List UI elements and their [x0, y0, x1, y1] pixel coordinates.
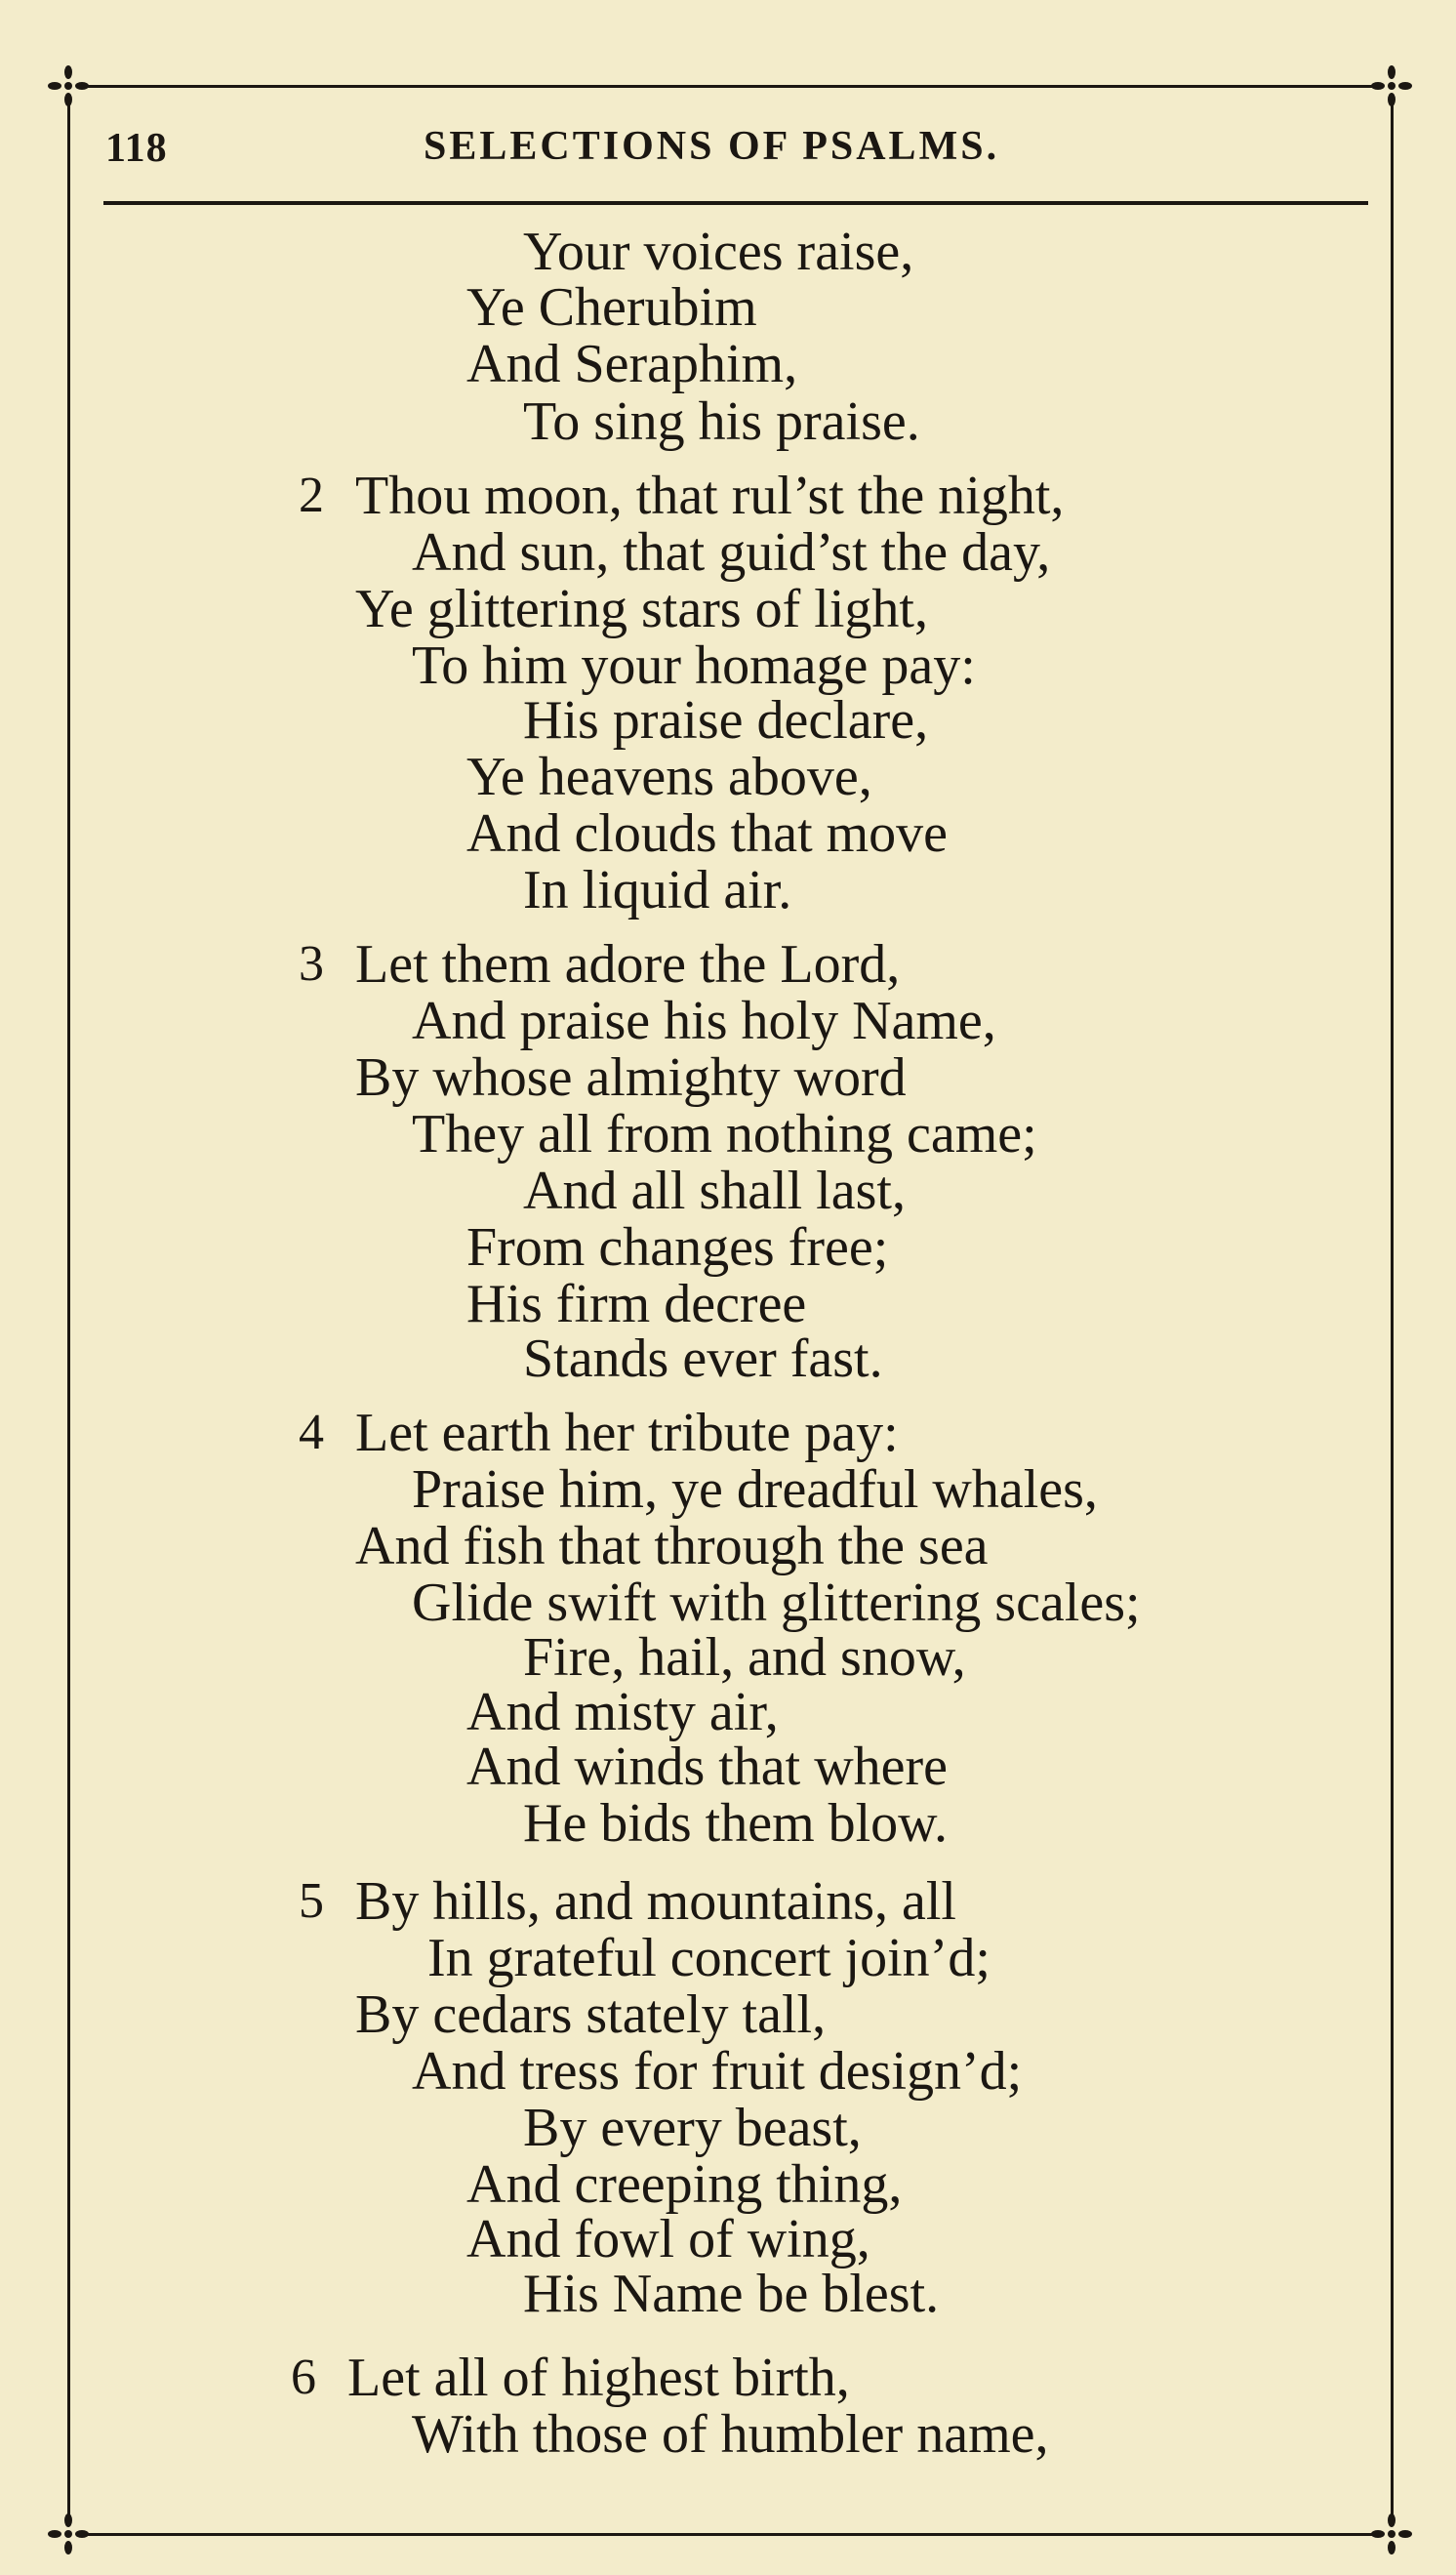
verse-line: Fire, hail, and snow, [523, 1627, 966, 1688]
verse-line: And Seraphim, [466, 334, 798, 394]
bottom-rule [86, 2533, 1372, 2536]
verse-line: And praise his holy Name, [412, 991, 996, 1051]
stanza-number: 6 [291, 2350, 316, 2405]
verse-line: To him your homage pay: [412, 635, 976, 696]
verse-line: Stands ever fast. [523, 1328, 883, 1389]
verse-line: And tress for fruit design’d; [412, 2041, 1023, 2102]
verse-line: And clouds that move [466, 803, 949, 864]
verse-line: Praise him, ye dreadful whales, [412, 1459, 1098, 1520]
verse-line: Ye Cherubim [466, 277, 757, 338]
verse-line: From changes free; [466, 1217, 889, 1278]
verse-line: In liquid air. [523, 860, 792, 920]
verse-line: By every beast, [523, 2098, 862, 2158]
verse-line: Let earth her tribute pay: [355, 1403, 899, 1463]
verse-line: Ye glittering stars of light, [355, 579, 928, 639]
verse-line: And misty air, [466, 1682, 779, 1742]
verse-line: By cedars stately tall, [355, 1984, 827, 2045]
header-rule [103, 201, 1368, 205]
corner-ornament-icon [47, 2513, 90, 2555]
stanza-number: 2 [299, 468, 324, 523]
verse-line: His firm decree [466, 1274, 807, 1334]
verse-line: And winds that where [466, 1737, 949, 1797]
verse-line: And all shall last, [523, 1161, 906, 1221]
verse-line: They all from nothing came; [412, 1104, 1037, 1165]
verse-line: Thou moon, that rul’st the night, [355, 466, 1065, 526]
stanza-number: 5 [299, 1873, 324, 1929]
verse-line: Ye heavens above, [466, 747, 872, 807]
left-rule [67, 98, 70, 2518]
verse-line: In grateful concert join’d; [427, 1928, 991, 1988]
running-head: SELECTIONS OF PSALMS. [424, 124, 1000, 169]
verse-line: And fish that through the sea [355, 1516, 989, 1576]
stanza-number: 3 [299, 936, 324, 992]
verse-line: And fowl of wing, [466, 2209, 870, 2269]
verse-line: Let them adore the Lord, [355, 934, 901, 995]
corner-ornament-icon [1370, 2513, 1413, 2555]
right-rule [1391, 98, 1394, 2518]
verse-line: By whose almighty word [355, 1047, 907, 1108]
verse-line: Let all of highest birth, [347, 2348, 850, 2408]
verse-line: His Name be blest. [523, 2264, 940, 2324]
verse-line: By hills, and mountains, all [355, 1871, 956, 1932]
verse-line: And creeping thing, [466, 2154, 903, 2215]
page-number: 118 [105, 126, 168, 171]
verse-line: To sing his praise. [523, 391, 920, 452]
verse-line: Your voices raise, [523, 222, 914, 282]
verse-line: Glide swift with glittering scales; [412, 1573, 1141, 1633]
verse-line: His praise declare, [523, 690, 929, 751]
stanza-number: 4 [299, 1405, 324, 1460]
verse-line: He bids them blow. [523, 1793, 948, 1854]
verse-line: And sun, that guid’st the day, [412, 522, 1051, 583]
verse-line: With those of humbler name, [412, 2404, 1049, 2465]
page-header [0, 0, 1456, 195]
